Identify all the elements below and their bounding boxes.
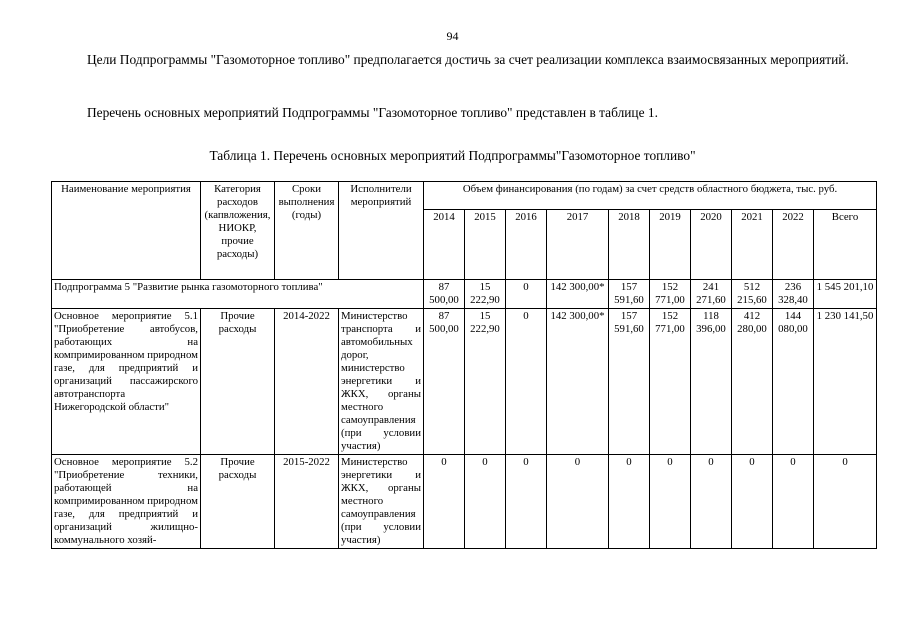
measure-category: Прочие расходы: [201, 455, 275, 549]
table-reference-paragraph: Перечень основных мероприятий Подпрограммы "Газомоторное топливо" представлен в таблице 1.: [87, 105, 658, 120]
table-row: [52, 309, 877, 455]
header-period: Сроки выполнения (годы): [275, 182, 339, 280]
measure-name: Основное мероприятие 5.1 "Приобретение автобусов, работающих на компримированном природном газе, для предприятий и организаций пассажирского автотранспорта Нижегородской области": [52, 309, 201, 455]
year-header: 2022: [773, 210, 814, 280]
value-cell: 0: [732, 455, 773, 549]
value-cell: 0: [506, 455, 547, 549]
value-cell: 0: [547, 455, 609, 549]
value-cell: 0: [773, 455, 814, 549]
total-header: Всего: [814, 210, 877, 280]
measures-table: [51, 181, 877, 549]
year-header: 2017: [547, 210, 609, 280]
value-cell: 412 280,00: [732, 309, 773, 455]
value-cell: 15 222,90: [465, 280, 506, 309]
value-cell: 0: [465, 455, 506, 549]
year-header: 2018: [609, 210, 650, 280]
header-executors: Исполнители мероприятий: [339, 182, 424, 280]
value-cell: 0: [609, 455, 650, 549]
table-caption: Таблица 1. Перечень основных мероприятий Подпрограммы"Газомоторное топливо": [209, 148, 696, 163]
value-cell: 15 222,90: [465, 309, 506, 455]
value-cell: 118 396,00: [691, 309, 732, 455]
year-header: 2019: [650, 210, 691, 280]
subprogram-row: [52, 280, 877, 309]
value-cell: 0: [506, 309, 547, 455]
subprogram-label: Подпрограмма 5 "Развитие рынка газомоторного топлива": [52, 280, 424, 309]
measure-period: 2015-2022: [275, 455, 339, 549]
value-cell: 0: [691, 455, 732, 549]
value-cell: 142 300,00*: [547, 280, 609, 309]
measure-category: Прочие расходы: [201, 309, 275, 455]
year-header: 2020: [691, 210, 732, 280]
year-header: 2016: [506, 210, 547, 280]
measure-name: Основное мероприятие 5.2 "Приобретение техники, работающей на компримированном природном газе, для предприятий и организаций жилищно-коммунального хозяй-: [52, 455, 201, 549]
page-number: 94: [446, 29, 459, 43]
value-cell: 157 591,60: [609, 280, 650, 309]
value-cell: 0: [650, 455, 691, 549]
measure-executors: Министерство транспорта и автомобильных дорог, министерство энергетики и ЖКХ, органы местного самоуправления (при условии участия): [339, 309, 424, 455]
total-cell: 1 230 141,50: [814, 309, 877, 455]
header-category: Категория расходов (капвложения, НИОКР, прочие расходы): [201, 182, 275, 280]
measure-period: 2014-2022: [275, 309, 339, 455]
value-cell: 152 771,00: [650, 309, 691, 455]
value-cell: 87 500,00: [424, 309, 465, 455]
value-cell: 142 300,00*: [547, 309, 609, 455]
total-cell: 1 545 201,10: [814, 280, 877, 309]
value-cell: 87 500,00: [424, 280, 465, 309]
measure-executors: Министерство энергетики и ЖКХ, органы местного самоуправления (при условии участия): [339, 455, 424, 549]
year-header: 2014: [424, 210, 465, 280]
header-name: Наименование мероприятия: [52, 182, 201, 280]
value-cell: 241 271,60: [691, 280, 732, 309]
value-cell: 152 771,00: [650, 280, 691, 309]
year-header: 2021: [732, 210, 773, 280]
value-cell: 144 080,00: [773, 309, 814, 455]
value-cell: 157 591,60: [609, 309, 650, 455]
header-funding: Объем финансирования (по годам) за счет средств областного бюджета, тыс. руб.: [424, 182, 877, 210]
value-cell: 0: [424, 455, 465, 549]
table-row: [52, 455, 877, 549]
intro-paragraph: Цели Подпрограммы "Газомоторное топливо" предполагается достичь за счет реализации комплекса взаимосвязанных мероприятий.: [87, 52, 849, 67]
value-cell: 236 328,40: [773, 280, 814, 309]
value-cell: 0: [506, 280, 547, 309]
total-cell: 0: [814, 455, 877, 549]
year-header: 2015: [465, 210, 506, 280]
value-cell: 512 215,60: [732, 280, 773, 309]
